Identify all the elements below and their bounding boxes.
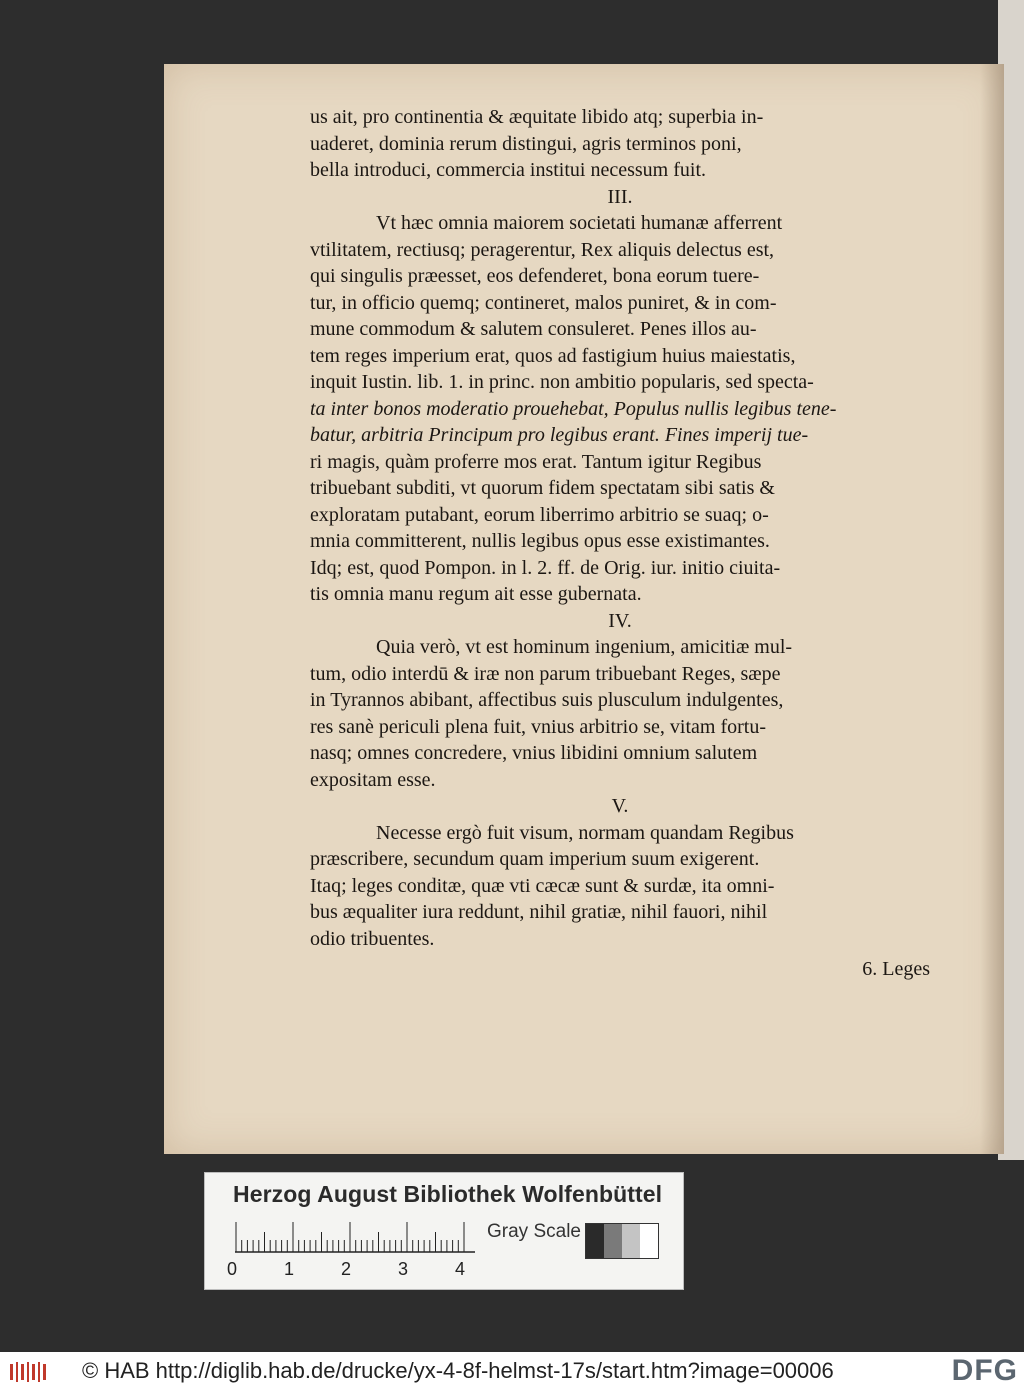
ruler-number: 1 (284, 1259, 295, 1279)
text-line: us ait, pro continentia & æquitate libido atq; superbia in- (310, 106, 764, 128)
text-line: qui singulis præesset, eos defenderet, bona eorum tuere- (310, 265, 760, 287)
text-line: inquit Iustin. lib. 1. in princ. non ambitio popularis, sed specta- (310, 371, 814, 393)
text-line: nasq; omnes concredere, vnius libidini omnium salutem (310, 742, 758, 764)
text-line: vtilitatem, rectiusq; peragerentur, Rex aliquis delectus est, (310, 238, 775, 261)
text-line: præscribere, secundum quam imperium suum exigerent. (310, 848, 760, 870)
text-line: tis omnia manu regum ait esse gubernata. (310, 583, 642, 605)
text-line: ri magis, quàm proferre mos erat. Tantum igitur Regibus (310, 450, 762, 473)
section-heading: IV. (608, 609, 632, 632)
library-label-card (204, 1172, 684, 1290)
dfg-logo: DFG (951, 1354, 1018, 1387)
text-line: expositam esse. (310, 768, 436, 791)
ruler-number: 2 (341, 1259, 352, 1279)
text-line: Necesse ergò fuit visum, normam quandam Regibus (376, 821, 794, 844)
text-line: Itaq; leges conditæ, quæ vti cæcæ sunt & surdæ, ita omni- (310, 874, 775, 897)
gray-scale-swatches (585, 1223, 659, 1259)
ruler-numbers (227, 1259, 487, 1281)
text-line: Vt hæc omnia maiorem societati humanæ afferrent (376, 212, 783, 234)
text-line: bella introduci, commercia institui necessum fuit. (310, 159, 707, 181)
ruler-number: 4 (455, 1259, 466, 1279)
text-line: mnia committerent, nullis legibus opus esse existimantes. (310, 530, 770, 552)
text-line: exploratam putabant, eorum liberrimo arbitrio se suaq; o- (310, 503, 769, 526)
barcode-logo-icon (8, 1360, 48, 1384)
text-line: ta inter bonos moderatio prouehebat, Populus nullis legibus tene- (310, 397, 837, 420)
footer-bar (0, 1352, 1024, 1392)
page-text (310, 104, 930, 983)
library-name: Herzog August Bibliothek Wolfenbüttel (233, 1181, 663, 1207)
text-line: Quia verò, vt est hominum ingenium, amicitiæ mul- (376, 636, 793, 658)
text-line: tur, in officio quemq; contineret, malos puniret, & in com- (310, 291, 777, 314)
text-line: batur, arbitria Principum pro legibus erant. Fines imperij tue- (310, 424, 809, 446)
gray-swatch (604, 1224, 622, 1258)
text-line: tem reges imperium erat, quos ad fastigium huius maiestatis, (310, 344, 796, 367)
gray-swatch (622, 1224, 640, 1258)
ruler-number: 0 (227, 1259, 238, 1279)
section-heading: V. (611, 795, 629, 817)
ruler-icon (235, 1221, 475, 1253)
section-heading: III. (607, 185, 633, 208)
copyright-url[interactable]: © HAB http://diglib.hab.de/drucke/yx-4-8f-helmst-17s/start.htm?image=00006 (82, 1358, 834, 1383)
catchword: 6. Leges (862, 958, 930, 980)
text-line: Idq; est, quod Pompon. in l. 2. ff. de Orig. iur. initio ciuita- (310, 556, 781, 579)
text-line: odio tribuentes. (310, 927, 435, 950)
text-line: tum, odio interdū & iræ non parum tribuebant Reges, sæpe (310, 662, 781, 685)
text-line: in Tyrannos abibant, affectibus suis plusculum indulgentes, (310, 689, 784, 711)
gray-swatch (586, 1224, 604, 1258)
ruler-number: 3 (398, 1259, 409, 1279)
text-line: tribuebant subditi, vt quorum fidem spectatam sibi satis & (310, 477, 775, 499)
text-line: res sanè periculi plena fuit, vnius arbitrio se, vitam fortu- (310, 715, 766, 738)
text-line: bus æqualiter iura reddunt, nihil gratiæ, nihil fauori, nihil (310, 901, 768, 923)
gray-swatch (640, 1224, 658, 1258)
text-line: mune commodum & salutem consuleret. Penes illos au- (310, 318, 757, 340)
text-line: uaderet, dominia rerum distingui, agris terminos poni, (310, 132, 742, 155)
gray-scale-label: Gray Scale (487, 1221, 581, 1242)
